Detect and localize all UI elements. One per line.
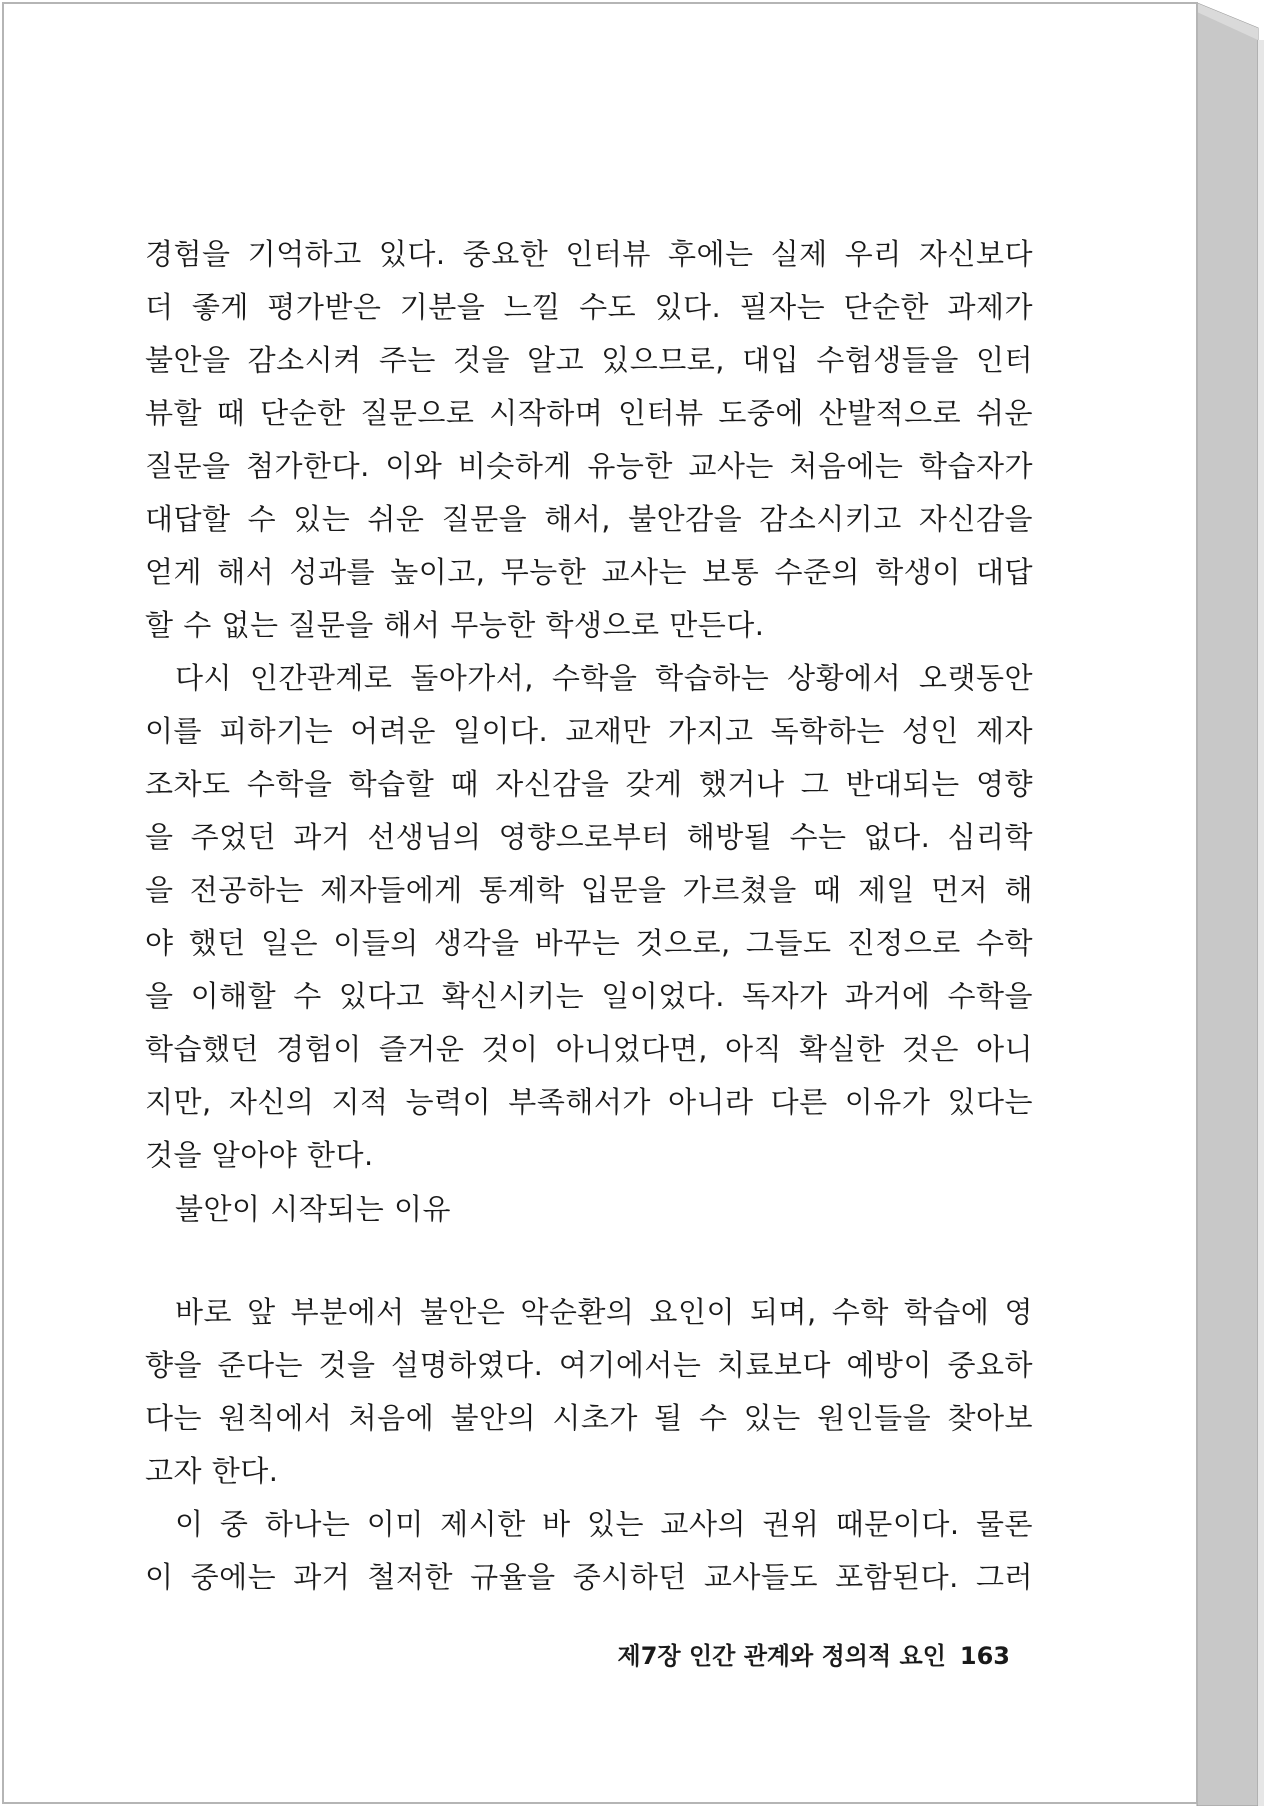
- text-line: 더 좋게 평가받은 기분을 느낄 수도 있다. 필자는 단순한 과제가: [145, 290, 1033, 324]
- text-line: 대답할 수 있는 쉬운 질문을 해서, 불안감을 감소시키고 자신감을: [145, 502, 1033, 536]
- section-heading: 불안이 시작되는 이유: [175, 1192, 452, 1226]
- text-line: 이 중 하나는 이미 제시한 바 있는 교사의 권위 때문이다. 물론: [175, 1507, 1033, 1541]
- body-text: [145, 228, 1033, 1182]
- text-line: 지만, 자신의 지적 능력이 부족해서가 아니라 다른 이유가 있다는: [145, 1085, 1033, 1119]
- body-text-section-2: [145, 1286, 1033, 1604]
- text-line: 불안을 감소시켜 주는 것을 알고 있으므로, 대입 수험생들을 인터: [145, 343, 1033, 377]
- text-line: 경험을 기억하고 있다. 중요한 인터뷰 후에는 실제 우리 자신보다: [145, 237, 1033, 271]
- text-line: 얻게 해서 성과를 높이고, 무능한 교사는 보통 수준의 학생이 대답: [145, 555, 1033, 589]
- text-line: 이를 피하기는 어려운 일이다. 교재만 가지고 독학하는 성인 제자: [145, 714, 1033, 748]
- text-line: 이 중에는 과거 철저한 규율을 중시하던 교사들도 포함된다. 그러: [145, 1560, 1033, 1594]
- chapter-title: 제7장 인간 관계와 정의적 요인: [617, 1642, 946, 1670]
- text-line: 바로 앞 부분에서 불안은 악순환의 요인이 되며, 수학 학습에 영: [175, 1295, 1033, 1329]
- paragraph-1: [145, 228, 1033, 652]
- text-line: 향을 준다는 것을 설명하였다. 여기에서는 치료보다 예방이 중요하: [145, 1348, 1033, 1382]
- text-line: 할 수 없는 질문을 해서 무능한 학생으로 만든다.: [145, 608, 765, 642]
- text-line: 다시 인간관계로 돌아가서, 수학을 학습하는 상황에서 오랫동안: [175, 661, 1033, 695]
- text-line: 야 했던 일은 이들의 생각을 바꾸는 것으로, 그들도 진정으로 수학: [145, 926, 1033, 960]
- text-line: 뷰할 때 단순한 질문으로 시작하며 인터뷰 도중에 산발적으로 쉬운: [145, 396, 1033, 430]
- page-footer: [618, 1636, 1010, 1671]
- text-line: 것을 알아야 한다.: [145, 1138, 374, 1172]
- paragraph-4: [145, 1498, 1033, 1604]
- text-line: 조차도 수학을 학습할 때 자신감을 갖게 했거나 그 반대되는 영향: [145, 767, 1033, 801]
- paragraph-2: [145, 652, 1033, 1182]
- text-line: 학습했던 경험이 즐거운 것이 아니었다면, 아직 확실한 것은 아니: [145, 1032, 1033, 1066]
- text-line: 을 전공하는 제자들에게 통계학 입문을 가르쳤을 때 제일 먼저 해: [145, 873, 1033, 907]
- paragraph-3: [145, 1286, 1033, 1498]
- text-line: 고자 한다.: [145, 1454, 279, 1488]
- page-number: 163: [959, 1642, 1010, 1670]
- text-line: 을 이해할 수 있다고 확신시키는 일이었다. 독자가 과거에 수학을: [145, 979, 1033, 1013]
- text-line: 을 주었던 과거 선생님의 영향으로부터 해방될 수는 없다. 심리학: [145, 820, 1033, 854]
- text-line: 질문을 첨가한다. 이와 비슷하게 유능한 교사는 처음에는 학습자가: [145, 449, 1033, 483]
- text-line: 다는 원칙에서 처음에 불안의 시초가 될 수 있는 원인들을 찾아보: [145, 1401, 1033, 1435]
